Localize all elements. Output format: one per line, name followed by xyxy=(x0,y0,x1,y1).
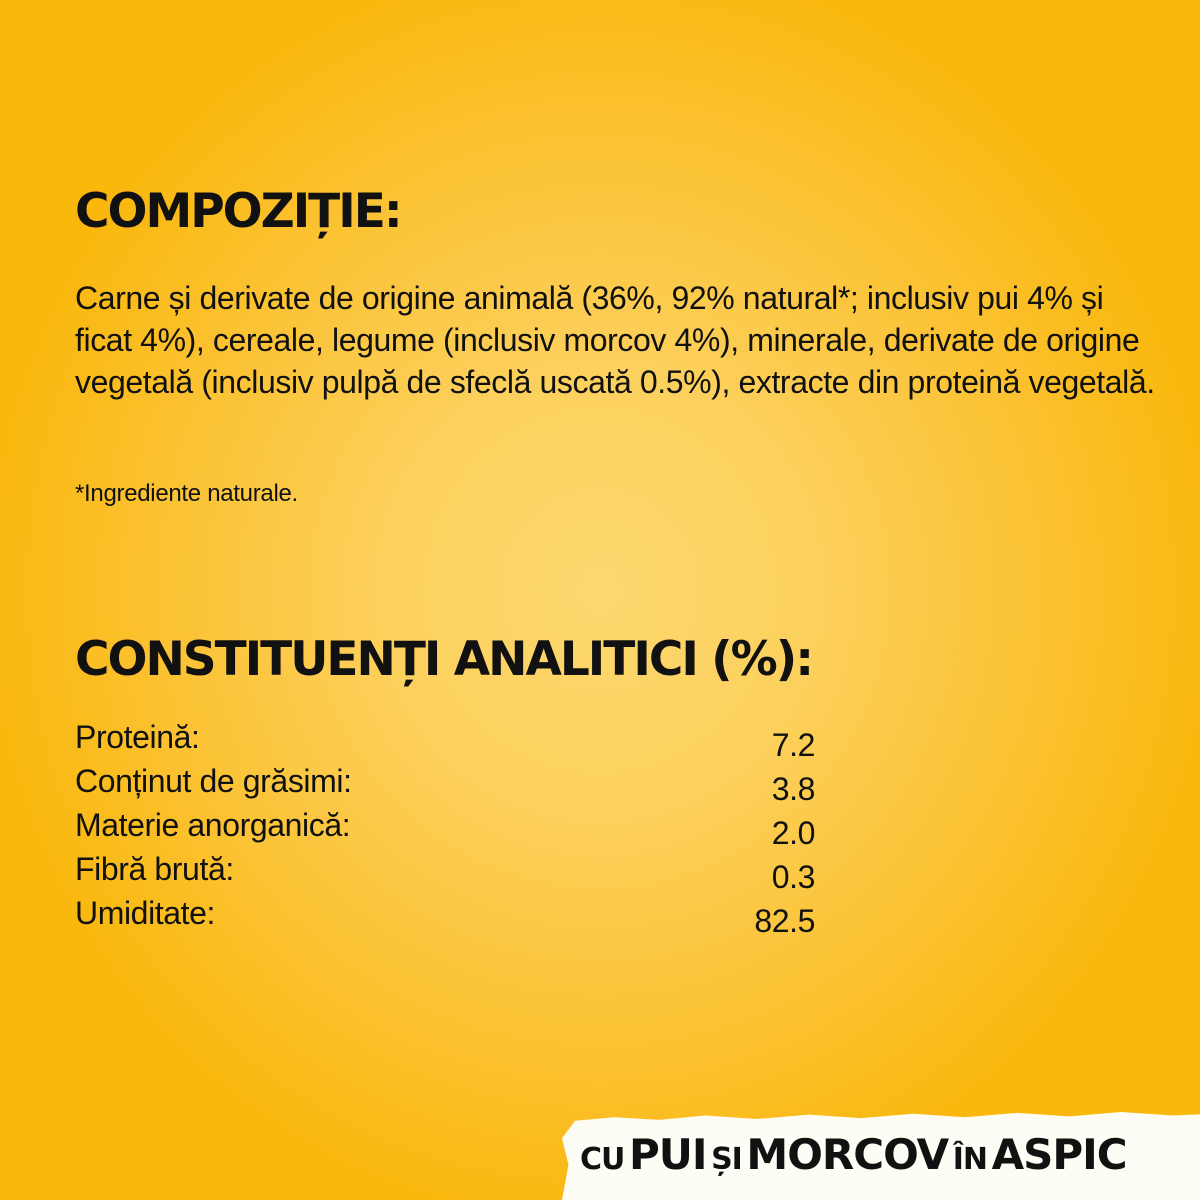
analytic-label: Proteină: xyxy=(75,719,200,755)
analytic-label: Materie anorganică: xyxy=(75,807,351,843)
analytic-value: 0.3 xyxy=(771,859,815,895)
analytic-row-fibre xyxy=(75,850,815,894)
banner-word: ÎN xyxy=(952,1142,988,1177)
analytic-row-protein xyxy=(75,718,815,762)
analytic-row-fat xyxy=(75,762,815,806)
analytic-label: Fibră brută: xyxy=(75,851,234,887)
analytic-constituents-table xyxy=(75,718,815,938)
analytic-label: Umiditate: xyxy=(75,895,216,931)
analytic-value: 2.0 xyxy=(771,815,815,851)
flavor-banner-text xyxy=(580,1130,1127,1179)
natural-ingredients-footnote: *Ingrediente naturale. xyxy=(75,480,298,507)
banner-word: MORCOV xyxy=(746,1130,949,1179)
composition-heading: COMPOZIȚIE: xyxy=(75,184,401,239)
analytic-value: 7.2 xyxy=(771,727,815,763)
banner-word: ȘI xyxy=(711,1142,742,1177)
analytic-row-ash xyxy=(75,806,815,850)
banner-word: ASPIC xyxy=(991,1130,1127,1179)
analytic-value: 82.5 xyxy=(754,903,815,939)
banner-word: PUI xyxy=(628,1130,707,1179)
analytic-label: Conținut de grăsimi: xyxy=(75,763,352,799)
analytic-constituents-heading: CONSTITUENȚI ANALITICI (%): xyxy=(75,632,813,687)
banner-word: CU xyxy=(580,1142,625,1177)
analytic-value: 3.8 xyxy=(771,771,815,807)
composition-text: Carne și derivate de origine animală (36%, 92% natural*; inclusiv pui 4% și ficat 4%), cereale, legume (inclusiv morcov 4%), minerale, derivate de origine vegetală (inclusiv pulpă de sfeclă uscată 0.5%), extracte din proteină vegetală. xyxy=(75,280,1155,400)
analytic-row-moisture xyxy=(75,894,815,938)
